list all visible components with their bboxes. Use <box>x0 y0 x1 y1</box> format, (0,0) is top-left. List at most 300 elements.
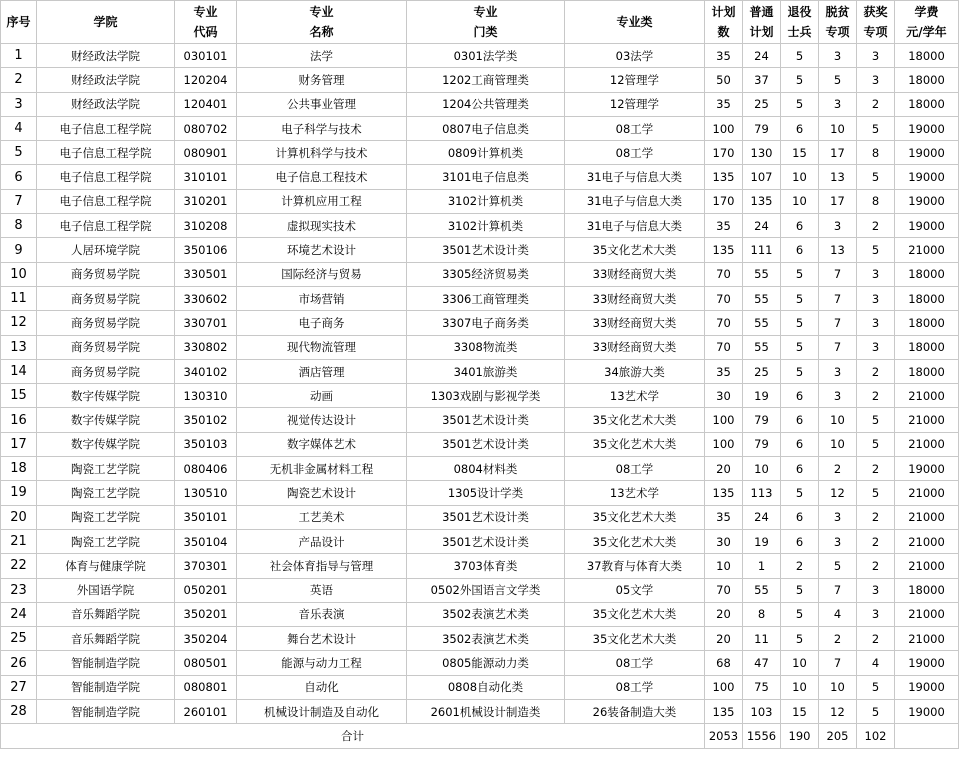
cell-plan: 50 <box>705 68 743 92</box>
cell-award: 2 <box>857 554 895 578</box>
cell-class: 31电子与信息大类 <box>565 214 705 238</box>
cell-class: 08工学 <box>565 675 705 699</box>
cell-poverty: 5 <box>819 68 857 92</box>
cell-class: 26装备制造大类 <box>565 700 705 724</box>
cell-seq: 13 <box>1 335 37 359</box>
cell-veteran: 5 <box>781 627 819 651</box>
cell-college: 财经政法学院 <box>37 68 175 92</box>
cell-seq: 24 <box>1 602 37 626</box>
cell-code: 050201 <box>175 578 237 602</box>
cell-fee: 21000 <box>895 554 959 578</box>
cell-name: 舞台艺术设计 <box>237 627 407 651</box>
cell-category: 3501艺术设计类 <box>407 238 565 262</box>
cell-veteran: 5 <box>781 481 819 505</box>
table-row <box>1 68 959 92</box>
cell-code: 370301 <box>175 554 237 578</box>
cell-poverty: 7 <box>819 311 857 335</box>
cell-fee: 19000 <box>895 214 959 238</box>
cell-name: 动画 <box>237 384 407 408</box>
cell-award: 5 <box>857 481 895 505</box>
cell-plan: 70 <box>705 262 743 286</box>
cell-name: 环境艺术设计 <box>237 238 407 262</box>
cell-college: 电子信息工程学院 <box>37 141 175 165</box>
cell-name: 现代物流管理 <box>237 335 407 359</box>
table-row <box>1 359 959 383</box>
cell-name: 产品设计 <box>237 529 407 553</box>
cell-regular: 55 <box>743 311 781 335</box>
table-row <box>1 286 959 310</box>
table-row <box>1 627 959 651</box>
cell-plan: 35 <box>705 214 743 238</box>
table-body <box>1 44 959 724</box>
cell-category: 3401旅游类 <box>407 359 565 383</box>
cell-fee: 19000 <box>895 141 959 165</box>
cell-fee: 18000 <box>895 286 959 310</box>
cell-poverty: 13 <box>819 238 857 262</box>
cell-fee: 18000 <box>895 311 959 335</box>
header-plan: 计划 数 <box>705 1 743 44</box>
cell-poverty: 7 <box>819 335 857 359</box>
cell-plan: 170 <box>705 141 743 165</box>
cell-poverty: 5 <box>819 554 857 578</box>
cell-regular: 111 <box>743 238 781 262</box>
cell-veteran: 5 <box>781 286 819 310</box>
table-row <box>1 311 959 335</box>
cell-veteran: 10 <box>781 675 819 699</box>
cell-seq: 10 <box>1 262 37 286</box>
cell-plan: 35 <box>705 505 743 529</box>
cell-plan: 70 <box>705 311 743 335</box>
cell-seq: 15 <box>1 384 37 408</box>
cell-fee: 18000 <box>895 335 959 359</box>
cell-plan: 30 <box>705 384 743 408</box>
cell-veteran: 5 <box>781 311 819 335</box>
cell-fee: 19000 <box>895 651 959 675</box>
cell-fee: 19000 <box>895 165 959 189</box>
cell-code: 330802 <box>175 335 237 359</box>
cell-college: 电子信息工程学院 <box>37 116 175 140</box>
cell-seq: 26 <box>1 651 37 675</box>
cell-plan: 100 <box>705 432 743 456</box>
cell-name: 无机非金属材料工程 <box>237 457 407 481</box>
cell-fee: 18000 <box>895 44 959 68</box>
cell-code: 080901 <box>175 141 237 165</box>
cell-award: 3 <box>857 602 895 626</box>
cell-poverty: 12 <box>819 481 857 505</box>
cell-veteran: 6 <box>781 384 819 408</box>
cell-plan: 100 <box>705 408 743 432</box>
cell-regular: 24 <box>743 214 781 238</box>
cell-seq: 1 <box>1 44 37 68</box>
cell-class: 08工学 <box>565 651 705 675</box>
cell-regular: 113 <box>743 481 781 505</box>
cell-fee: 21000 <box>895 505 959 529</box>
cell-category: 0809计算机类 <box>407 141 565 165</box>
cell-category: 3502表演艺术类 <box>407 627 565 651</box>
cell-plan: 135 <box>705 165 743 189</box>
cell-college: 陶瓷工艺学院 <box>37 457 175 481</box>
cell-regular: 79 <box>743 116 781 140</box>
cell-award: 3 <box>857 335 895 359</box>
cell-name: 电子商务 <box>237 311 407 335</box>
cell-name: 音乐表演 <box>237 602 407 626</box>
cell-name: 自动化 <box>237 675 407 699</box>
table-row <box>1 262 959 286</box>
cell-seq: 23 <box>1 578 37 602</box>
cell-award: 2 <box>857 359 895 383</box>
cell-college: 电子信息工程学院 <box>37 214 175 238</box>
cell-category: 0804材料类 <box>407 457 565 481</box>
cell-plan: 20 <box>705 602 743 626</box>
cell-code: 310101 <box>175 165 237 189</box>
cell-class: 13艺术学 <box>565 481 705 505</box>
cell-code: 330602 <box>175 286 237 310</box>
cell-poverty: 7 <box>819 286 857 310</box>
cell-code: 310201 <box>175 189 237 213</box>
cell-college: 商务贸易学院 <box>37 359 175 383</box>
cell-award: 5 <box>857 700 895 724</box>
cell-code: 330701 <box>175 311 237 335</box>
header-name: 专业 名称 <box>237 1 407 44</box>
cell-poverty: 10 <box>819 408 857 432</box>
cell-category: 1202工商管理类 <box>407 68 565 92</box>
cell-name: 公共事业管理 <box>237 92 407 116</box>
cell-college: 商务贸易学院 <box>37 262 175 286</box>
cell-plan: 20 <box>705 457 743 481</box>
cell-fee: 21000 <box>895 481 959 505</box>
cell-name: 机械设计制造及自动化 <box>237 700 407 724</box>
cell-regular: 75 <box>743 675 781 699</box>
cell-poverty: 3 <box>819 214 857 238</box>
cell-class: 37教育与体育大类 <box>565 554 705 578</box>
cell-regular: 11 <box>743 627 781 651</box>
cell-plan: 135 <box>705 238 743 262</box>
cell-class: 12管理学 <box>565 68 705 92</box>
header-category: 专业 门类 <box>407 1 565 44</box>
cell-college: 音乐舞蹈学院 <box>37 602 175 626</box>
cell-award: 8 <box>857 189 895 213</box>
cell-fee: 19000 <box>895 700 959 724</box>
cell-plan: 35 <box>705 359 743 383</box>
cell-veteran: 6 <box>781 214 819 238</box>
cell-name: 市场营销 <box>237 286 407 310</box>
cell-seq: 6 <box>1 165 37 189</box>
header-veteran: 退役 士兵 <box>781 1 819 44</box>
cell-veteran: 10 <box>781 189 819 213</box>
cell-veteran: 6 <box>781 529 819 553</box>
cell-veteran: 2 <box>781 554 819 578</box>
cell-name: 计算机科学与技术 <box>237 141 407 165</box>
header-row <box>1 1 959 44</box>
cell-award: 3 <box>857 578 895 602</box>
cell-college: 商务贸易学院 <box>37 286 175 310</box>
cell-class: 35文化艺术大类 <box>565 505 705 529</box>
cell-fee: 21000 <box>895 529 959 553</box>
cell-name: 酒店管理 <box>237 359 407 383</box>
cell-name: 视觉传达设计 <box>237 408 407 432</box>
cell-college: 陶瓷工艺学院 <box>37 481 175 505</box>
cell-poverty: 7 <box>819 262 857 286</box>
cell-class: 33财经商贸大类 <box>565 335 705 359</box>
cell-name: 能源与动力工程 <box>237 651 407 675</box>
cell-college: 智能制造学院 <box>37 700 175 724</box>
cell-class: 31电子与信息大类 <box>565 189 705 213</box>
cell-award: 5 <box>857 675 895 699</box>
cell-plan: 100 <box>705 116 743 140</box>
cell-seq: 9 <box>1 238 37 262</box>
cell-fee: 21000 <box>895 432 959 456</box>
cell-award: 5 <box>857 165 895 189</box>
cell-code: 340102 <box>175 359 237 383</box>
cell-seq: 7 <box>1 189 37 213</box>
cell-class: 08工学 <box>565 457 705 481</box>
cell-fee: 21000 <box>895 408 959 432</box>
cell-fee: 18000 <box>895 262 959 286</box>
cell-code: 350102 <box>175 408 237 432</box>
table-row <box>1 189 959 213</box>
cell-college: 财经政法学院 <box>37 44 175 68</box>
cell-poverty: 10 <box>819 675 857 699</box>
cell-regular: 19 <box>743 384 781 408</box>
cell-plan: 35 <box>705 92 743 116</box>
total-award: 102 <box>857 724 895 748</box>
cell-poverty: 3 <box>819 529 857 553</box>
table-row <box>1 408 959 432</box>
cell-poverty: 3 <box>819 92 857 116</box>
cell-class: 35文化艺术大类 <box>565 408 705 432</box>
cell-veteran: 6 <box>781 505 819 529</box>
cell-class: 33财经商贸大类 <box>565 262 705 286</box>
cell-category: 0807电子信息类 <box>407 116 565 140</box>
cell-fee: 21000 <box>895 627 959 651</box>
cell-veteran: 5 <box>781 602 819 626</box>
cell-plan: 100 <box>705 675 743 699</box>
cell-seq: 27 <box>1 675 37 699</box>
table-row <box>1 214 959 238</box>
total-fee <box>895 724 959 748</box>
cell-plan: 30 <box>705 529 743 553</box>
cell-plan: 170 <box>705 189 743 213</box>
header-code: 专业 代码 <box>175 1 237 44</box>
cell-regular: 25 <box>743 92 781 116</box>
cell-college: 商务贸易学院 <box>37 311 175 335</box>
total-row <box>1 724 959 748</box>
cell-category: 3501艺术设计类 <box>407 529 565 553</box>
table-row <box>1 92 959 116</box>
cell-fee: 18000 <box>895 578 959 602</box>
cell-plan: 35 <box>705 44 743 68</box>
cell-class: 13艺术学 <box>565 384 705 408</box>
cell-veteran: 5 <box>781 44 819 68</box>
cell-award: 2 <box>857 627 895 651</box>
total-label: 合计 <box>1 724 705 748</box>
table-row <box>1 675 959 699</box>
cell-category: 0502外国语言文学类 <box>407 578 565 602</box>
cell-regular: 25 <box>743 359 781 383</box>
table-row <box>1 165 959 189</box>
cell-award: 4 <box>857 651 895 675</box>
cell-plan: 135 <box>705 481 743 505</box>
cell-college: 电子信息工程学院 <box>37 165 175 189</box>
cell-seq: 28 <box>1 700 37 724</box>
cell-regular: 55 <box>743 286 781 310</box>
cell-award: 8 <box>857 141 895 165</box>
cell-seq: 18 <box>1 457 37 481</box>
cell-college: 陶瓷工艺学院 <box>37 505 175 529</box>
cell-regular: 47 <box>743 651 781 675</box>
table-row <box>1 335 959 359</box>
cell-category: 0808自动化类 <box>407 675 565 699</box>
cell-class: 12管理学 <box>565 92 705 116</box>
cell-fee: 21000 <box>895 238 959 262</box>
cell-code: 030101 <box>175 44 237 68</box>
cell-name: 虚拟现实技术 <box>237 214 407 238</box>
cell-code: 350103 <box>175 432 237 456</box>
cell-name: 国际经济与贸易 <box>237 262 407 286</box>
cell-poverty: 7 <box>819 578 857 602</box>
cell-category: 1204公共管理类 <box>407 92 565 116</box>
header-poverty: 脱贫 专项 <box>819 1 857 44</box>
cell-veteran: 10 <box>781 651 819 675</box>
cell-seq: 5 <box>1 141 37 165</box>
cell-college: 智能制造学院 <box>37 675 175 699</box>
cell-regular: 55 <box>743 262 781 286</box>
cell-seq: 14 <box>1 359 37 383</box>
cell-poverty: 10 <box>819 432 857 456</box>
cell-regular: 1 <box>743 554 781 578</box>
cell-poverty: 12 <box>819 700 857 724</box>
cell-award: 2 <box>857 214 895 238</box>
cell-category: 3308物流类 <box>407 335 565 359</box>
table-row <box>1 554 959 578</box>
cell-regular: 79 <box>743 408 781 432</box>
cell-veteran: 5 <box>781 578 819 602</box>
cell-category: 3102计算机类 <box>407 189 565 213</box>
cell-code: 080501 <box>175 651 237 675</box>
cell-fee: 19000 <box>895 189 959 213</box>
cell-regular: 37 <box>743 68 781 92</box>
cell-category: 3102计算机类 <box>407 214 565 238</box>
cell-class: 35文化艺术大类 <box>565 432 705 456</box>
cell-college: 数字传媒学院 <box>37 432 175 456</box>
table-row <box>1 44 959 68</box>
cell-name: 计算机应用工程 <box>237 189 407 213</box>
cell-regular: 55 <box>743 335 781 359</box>
cell-fee: 18000 <box>895 359 959 383</box>
cell-class: 08工学 <box>565 116 705 140</box>
cell-category: 3502表演艺术类 <box>407 602 565 626</box>
cell-class: 05文学 <box>565 578 705 602</box>
cell-class: 35文化艺术大类 <box>565 602 705 626</box>
cell-veteran: 6 <box>781 238 819 262</box>
cell-fee: 19000 <box>895 457 959 481</box>
table-row <box>1 505 959 529</box>
cell-college: 财经政法学院 <box>37 92 175 116</box>
cell-category: 3305经济贸易类 <box>407 262 565 286</box>
cell-veteran: 5 <box>781 359 819 383</box>
cell-veteran: 5 <box>781 92 819 116</box>
cell-name: 电子信息工程技术 <box>237 165 407 189</box>
cell-poverty: 3 <box>819 44 857 68</box>
cell-fee: 19000 <box>895 116 959 140</box>
header-fee: 学费 元/学年 <box>895 1 959 44</box>
cell-college: 陶瓷工艺学院 <box>37 529 175 553</box>
table-row <box>1 602 959 626</box>
cell-plan: 10 <box>705 554 743 578</box>
cell-regular: 79 <box>743 432 781 456</box>
cell-code: 350106 <box>175 238 237 262</box>
table-row <box>1 432 959 456</box>
cell-seq: 2 <box>1 68 37 92</box>
cell-class: 33财经商贸大类 <box>565 286 705 310</box>
cell-college: 电子信息工程学院 <box>37 189 175 213</box>
cell-code: 080801 <box>175 675 237 699</box>
total-poverty: 205 <box>819 724 857 748</box>
cell-category: 0805能源动力类 <box>407 651 565 675</box>
cell-class: 35文化艺术大类 <box>565 627 705 651</box>
cell-seq: 19 <box>1 481 37 505</box>
cell-veteran: 15 <box>781 141 819 165</box>
cell-veteran: 5 <box>781 262 819 286</box>
cell-veteran: 15 <box>781 700 819 724</box>
cell-name: 财务管理 <box>237 68 407 92</box>
cell-category: 3501艺术设计类 <box>407 408 565 432</box>
cell-college: 商务贸易学院 <box>37 335 175 359</box>
cell-regular: 135 <box>743 189 781 213</box>
cell-category: 3703体育类 <box>407 554 565 578</box>
cell-award: 3 <box>857 68 895 92</box>
cell-fee: 21000 <box>895 602 959 626</box>
cell-college: 体育与健康学院 <box>37 554 175 578</box>
cell-poverty: 2 <box>819 457 857 481</box>
cell-class: 35文化艺术大类 <box>565 238 705 262</box>
cell-regular: 8 <box>743 602 781 626</box>
table-row <box>1 651 959 675</box>
cell-college: 音乐舞蹈学院 <box>37 627 175 651</box>
cell-veteran: 6 <box>781 116 819 140</box>
header-seq: 序号 <box>1 1 37 44</box>
cell-award: 3 <box>857 286 895 310</box>
cell-code: 350104 <box>175 529 237 553</box>
cell-code: 260101 <box>175 700 237 724</box>
cell-seq: 17 <box>1 432 37 456</box>
cell-category: 1303戏剧与影视学类 <box>407 384 565 408</box>
cell-veteran: 5 <box>781 68 819 92</box>
cell-poverty: 17 <box>819 189 857 213</box>
cell-seq: 12 <box>1 311 37 335</box>
cell-name: 工艺美术 <box>237 505 407 529</box>
table-row <box>1 384 959 408</box>
cell-seq: 16 <box>1 408 37 432</box>
cell-category: 3501艺术设计类 <box>407 505 565 529</box>
cell-veteran: 10 <box>781 165 819 189</box>
cell-seq: 11 <box>1 286 37 310</box>
cell-seq: 20 <box>1 505 37 529</box>
table-row <box>1 238 959 262</box>
cell-class: 33财经商贸大类 <box>565 311 705 335</box>
cell-code: 350201 <box>175 602 237 626</box>
cell-fee: 19000 <box>895 675 959 699</box>
cell-regular: 24 <box>743 44 781 68</box>
table-row <box>1 141 959 165</box>
cell-veteran: 5 <box>781 335 819 359</box>
cell-class: 08工学 <box>565 141 705 165</box>
cell-category: 3501艺术设计类 <box>407 432 565 456</box>
cell-seq: 8 <box>1 214 37 238</box>
cell-category: 0301法学类 <box>407 44 565 68</box>
cell-regular: 24 <box>743 505 781 529</box>
table-row <box>1 116 959 140</box>
